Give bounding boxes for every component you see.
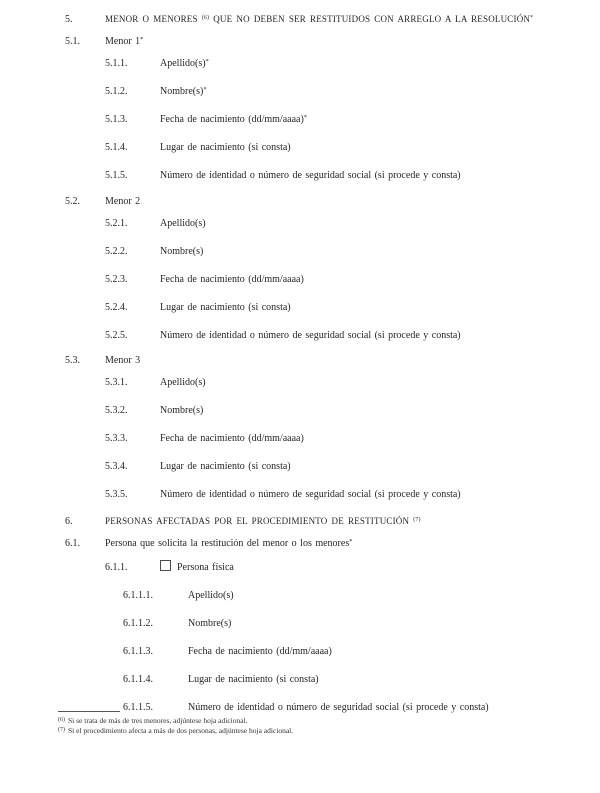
form-line-5-3-5 xyxy=(0,489,600,501)
label-text: Número de identidad o número de seguridad social (si procede y consta) xyxy=(188,701,489,713)
line-label xyxy=(160,274,304,286)
footnote-text: Si el procedimiento afecta a más de dos personas, adjúntese hoja adicional. xyxy=(68,725,294,735)
line-number: 6.1.1.3. xyxy=(123,645,153,657)
superscript-marker: * xyxy=(205,57,209,65)
line-label xyxy=(188,618,231,630)
line-number: 5.1. xyxy=(65,36,80,47)
line-number: 5.2. xyxy=(65,195,80,207)
line-label xyxy=(160,58,209,70)
line-number: 5.2.3. xyxy=(105,273,128,285)
label-text: Apellido(s) xyxy=(160,58,206,69)
label-text: Lugar de nacimiento (si consta) xyxy=(160,301,291,313)
line-number: 6.1. xyxy=(65,537,80,549)
footnote-separator xyxy=(58,711,120,712)
line-label xyxy=(160,330,461,342)
form-line-5-1-5 xyxy=(0,170,600,182)
label-text: Fecha de nacimiento (dd/mm/aaaa) xyxy=(160,273,304,285)
form-line-5-2-4 xyxy=(0,302,600,314)
superscript-marker: * xyxy=(349,537,353,545)
line-number: 5.3.5. xyxy=(105,489,128,500)
form-line-6-1-1-4 xyxy=(0,674,600,686)
form-line-6-1-1-2 xyxy=(0,618,600,630)
label-text: Lugar de nacimiento (si consta) xyxy=(160,461,291,472)
line-label xyxy=(105,196,140,208)
line-number: 5.3.2. xyxy=(105,405,128,416)
line-number: 5.3. xyxy=(65,355,80,366)
form-line-6-1-1-3 xyxy=(0,646,600,658)
line-number: 5.1.4. xyxy=(105,142,128,153)
line-label xyxy=(160,302,291,314)
line-label xyxy=(188,590,234,602)
label-text: Menor 3 xyxy=(105,355,141,366)
label-text: Apellido(s) xyxy=(188,589,234,601)
superscript-marker: * xyxy=(530,15,534,22)
line-number: 5.1.1. xyxy=(105,58,128,69)
form-line-5 xyxy=(0,13,600,26)
line-label xyxy=(188,646,332,658)
line-number: 6.1.1.2. xyxy=(123,617,153,629)
form-line-5-2-5 xyxy=(0,330,600,342)
line-number: 5.2.4. xyxy=(105,301,128,313)
line-number: 6.1.1. xyxy=(105,561,128,573)
superscript-marker: * xyxy=(203,85,207,93)
label-text: Nombre(s) xyxy=(160,405,204,416)
footnote-marker: (6) xyxy=(58,716,65,723)
line-number: 5. xyxy=(65,14,73,25)
form-line-5-1 xyxy=(0,36,600,48)
form-line-6-1 xyxy=(0,538,600,550)
line-label xyxy=(105,515,421,527)
label-text: Nombre(s) xyxy=(160,245,204,257)
line-label xyxy=(160,170,461,182)
line-number: 5.1.3. xyxy=(105,114,128,125)
line-label xyxy=(160,246,203,258)
superscript-marker: * xyxy=(303,113,308,121)
form-line-6-1-1 xyxy=(0,560,600,574)
line-label xyxy=(160,560,234,574)
footnote-6 xyxy=(0,716,600,726)
line-label xyxy=(188,674,319,686)
line-number: 5.3.4. xyxy=(105,461,128,472)
label-text: QUE NO DEBEN SER RESTITUIDOS CON ARREGLO A LA RESOLUCIÓN xyxy=(209,14,531,24)
line-label xyxy=(160,218,206,230)
line-number: 5.3.1. xyxy=(105,377,128,388)
line-number: 6.1.1.4. xyxy=(123,673,153,685)
label-text: Fecha de nacimiento (dd/mm/aaaa) xyxy=(160,433,304,444)
form-line-5-2-1 xyxy=(0,218,600,230)
line-number: 5.2.2. xyxy=(105,245,128,257)
form-line-6 xyxy=(0,515,600,528)
label-text: MENOR O MENORES xyxy=(105,14,202,24)
line-label xyxy=(160,461,291,473)
label-text: Fecha de nacimiento (dd/mm/aaaa) xyxy=(160,114,304,125)
label-text: Apellido(s) xyxy=(160,217,206,229)
footnote-marker: (7) xyxy=(58,726,65,733)
line-number: 5.1.5. xyxy=(105,170,128,181)
checkbox-persona-fisica[interactable] xyxy=(160,560,171,571)
label-text: Nombre(s) xyxy=(188,617,232,629)
line-number: 5.3.3. xyxy=(105,433,128,444)
line-number: 6. xyxy=(65,515,73,527)
form-line-5-1-3 xyxy=(0,114,600,126)
form-line-5-3-3 xyxy=(0,433,600,445)
footnote-7 xyxy=(0,726,600,736)
form-line-5-3-4 xyxy=(0,461,600,473)
line-label xyxy=(160,142,291,154)
footnotes-list xyxy=(0,716,600,735)
label-text: Menor 2 xyxy=(105,195,141,207)
form-line-5-1-1 xyxy=(0,58,600,70)
form-line-5-3-1 xyxy=(0,377,600,389)
form-line-5-3 xyxy=(0,355,600,367)
footnote-text: Si se trata de más de tres menores, adjúntese hoja adicional. xyxy=(68,716,248,725)
line-label xyxy=(105,538,352,550)
line-number: 6.1.1.5. xyxy=(123,701,153,713)
line-label xyxy=(160,405,203,417)
label-text: Nombre(s) xyxy=(160,86,204,97)
superscript-marker: (6) xyxy=(201,15,210,22)
superscript-marker: * xyxy=(140,35,144,43)
label-text: Menor 1 xyxy=(105,36,141,47)
label-text: Número de identidad o número de seguridad social (si procede y consta) xyxy=(160,170,461,181)
label-text: Número de identidad o número de seguridad social (si procede y consta) xyxy=(160,489,461,500)
line-label xyxy=(160,86,207,98)
form-line-5-1-2 xyxy=(0,86,600,98)
line-label xyxy=(105,355,140,367)
form-line-5-1-4 xyxy=(0,142,600,154)
line-number: 5.1.2. xyxy=(105,86,128,97)
line-number: 5.2.1. xyxy=(105,217,128,229)
line-label xyxy=(160,377,206,389)
label-text: PERSONAS AFECTADAS POR EL PROCEDIMIENTO DE RESTITUCIÓN xyxy=(105,515,414,526)
line-number: 6.1.1.1. xyxy=(123,589,153,601)
form-line-6-1-1-1 xyxy=(0,590,600,602)
form-line-5-3-2 xyxy=(0,405,600,417)
label-text: Persona física xyxy=(177,561,234,573)
line-label xyxy=(160,489,461,501)
label-text: Lugar de nacimiento (si consta) xyxy=(160,142,291,153)
form-lines xyxy=(0,13,600,714)
superscript-marker: (7) xyxy=(413,516,421,523)
line-label xyxy=(105,13,533,25)
label-text: Lugar de nacimiento (si consta) xyxy=(188,673,319,685)
line-number: 5.2.5. xyxy=(105,329,128,341)
label-text: Número de identidad o número de seguridad social (si procede y consta) xyxy=(160,329,461,341)
label-text: Apellido(s) xyxy=(160,377,206,388)
label-text: Persona que solicita la restitución del menor o los menores xyxy=(105,537,350,549)
form-line-5-2-2 xyxy=(0,246,600,258)
line-label xyxy=(160,114,307,126)
footnotes xyxy=(0,711,600,735)
line-label xyxy=(105,36,143,48)
form-line-5-2 xyxy=(0,196,600,208)
line-label xyxy=(160,433,304,445)
label-text: Fecha de nacimiento (dd/mm/aaaa) xyxy=(188,645,332,657)
form-line-5-2-3 xyxy=(0,274,600,286)
